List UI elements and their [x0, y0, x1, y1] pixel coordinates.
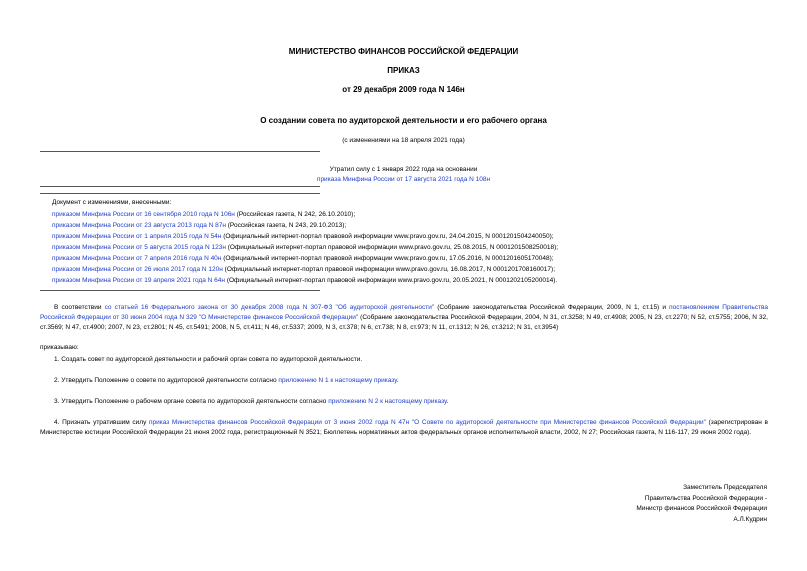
list-item: приказом Минфина России от 23 августа 2013 года N 87н (Российская газета, N 243, 29.10.2013);: [52, 222, 347, 229]
signature-name: А.Л.Кудрин: [733, 515, 767, 523]
appendix-1-link[interactable]: приложению N 1 к настоящему приказу: [278, 377, 397, 384]
order-word: приказываю:: [40, 344, 79, 351]
resolution-link[interactable]: постановлением Правительства Российской Федерации от 30 июня 2004 года N 329 "О Министерстве финансов Российской Федерации": [40, 304, 769, 321]
list-item: приказом Минфина России от 5 августа 2015 года N 123н (Официальный интернет-портал правовой информации www.pravo.gov.ru, 25.08.2015, N 0001201508250018);: [52, 244, 559, 251]
signature-block: [636, 483, 767, 525]
changes-heading: Документ с изменениями, внесенными:: [52, 199, 172, 206]
order-item-3: 3. Утвердить Положение о рабочем органе совета по аудиторской деятельности согласно приложению N 2 к настоящему приказу.: [54, 398, 449, 405]
amendment-link[interactable]: приказом Минфина России от 1 апреля 2015 года N 54н: [52, 233, 222, 240]
order-item-1: 1. Создать совет по аудиторской деятельности и рабочий орган совета по аудиторской деятельности.: [54, 356, 363, 363]
order-item-2: 2. Утвердить Положение о совете по аудиторской деятельности согласно приложению N 1 к настоящему приказу.: [54, 377, 399, 384]
appendix-2-link[interactable]: приложению N 2 к настоящему приказу: [328, 398, 447, 405]
ministry-heading: МИНИСТЕРСТВО ФИНАНСОВ РОССИЙСКОЙ ФЕДЕРАЦИИ: [288, 47, 519, 56]
doc-title: О создании совета по аудиторской деятельности и его рабочего органа: [260, 116, 547, 125]
law-link[interactable]: со статьей 16 Федерального закона от 30 декабря 2008 года N 307-ФЗ "Об аудиторской деятельности": [104, 304, 435, 311]
amendment-link[interactable]: приказом Минфина России от 16 сентября 2010 года N 106н: [52, 211, 235, 218]
amendment-link[interactable]: приказом Минфина России от 19 апреля 2021 года N 64н: [52, 277, 226, 284]
divider: [40, 290, 320, 291]
list-item: приказом Минфина России от 19 апреля 2021 года N 64н (Официальный интернет-портал правовой информации www.pravo.gov.ru, 20.05.2021, N 0001202105200014).: [52, 277, 558, 284]
amendment-link[interactable]: приказом Минфина России от 5 августа 2015 года N 123н: [52, 244, 226, 251]
signature-line-1: Заместитель Председателя: [683, 484, 767, 491]
divider: [40, 151, 320, 152]
order-item-4: 4. Признать утратившим силу приказ Министерства финансов Российской Федерации от 3 июня 2002 года N 47н "О Совете по аудиторской деятельности при Министерстве финансов Российской Федерации" (зарегистрирован в Министерстве юстиции Российской Федерации 21 июня 2002 года, регистрационный N 3521; Бюллетень нормативных актов федеральных органов исполнительной власти, 2002, N 27; Российская газета, N 116-117, 29 июня 2002 года).: [40, 419, 768, 436]
amendment-link[interactable]: приказом Минфина России от 26 июля 2017 года N 120н: [52, 266, 223, 273]
repeal-link[interactable]: приказа Минфина России от 17 августа 2021 года N 108н: [316, 176, 491, 183]
divider: [40, 186, 320, 187]
list-item: приказом Минфина России от 26 июля 2017 года N 120н (Официальный интернет-портал правовой информации www.pravo.gov.ru, 16.08.2017, N 0001201708160017);: [52, 266, 555, 273]
repealed-order-link[interactable]: приказ Министерства финансов Российской Федерации от 3 июня 2002 года N 47н "О Совете по аудиторской деятельности при Министерстве финансов Российской Федерации": [149, 419, 706, 426]
doc-type-heading: ПРИКАЗ: [387, 66, 420, 75]
signature-line-3: Министр финансов Российской Федерации: [636, 505, 767, 512]
doc-date-number: от 29 декабря 2009 года N 146н: [342, 85, 465, 94]
signature-line-2: Правительства Российской Федерации -: [644, 494, 767, 502]
amended-note: (с изменениями на 18 апреля 2021 года): [342, 137, 465, 144]
preamble-paragraph: В соответствии со статьей 16 Федерального закона от 30 декабря 2008 года N 307-ФЗ "Об аудиторской деятельности" (Собрание законодательства Российской Федерации, 2009, N 1, ст.15) и постановлением Правительства Российской Федерации от 30 июня 2004 года N 329 "О Министерстве финансов Российской Федерации" (Собрание законодательства Российской Федерации, 2004, N 31, ст.3258; N 49, ст.4908; 2005, N 23, ст.2270; N 52, ст.5755; 2006, N 32, ст.3569; N 47, ст.4900; 2007, N 23, ст.2801; N 45, ст.5491; 2008, N 5, ст.411; N 46, ст.5337; 2009, N 3, ст.378; N 6, ст.738; N 8, ст.973; N 11, ст.1312; N 26, ст.3212; N 31, ст.3954): [40, 304, 769, 331]
repeal-line: Утратил силу с 1 января 2022 года на основании: [329, 166, 478, 173]
list-item: приказом Минфина России от 7 апреля 2016 года N 40н (Официальный интернет-портал правовой информации www.pravo.gov.ru, 17.05.2016, N 0001201605170048);: [52, 255, 554, 262]
divider: [40, 193, 320, 194]
amendment-link[interactable]: приказом Минфина России от 23 августа 2013 года N 87н: [52, 222, 226, 229]
list-item: приказом Минфина России от 1 апреля 2015 года N 54н (Официальный интернет-портал правовой информации www.pravo.gov.ru, 24.04.2015, N 0001201504240050);: [52, 233, 554, 240]
list-item: приказом Минфина России от 16 сентября 2010 года N 106н (Российская газета, N 242, 26.10.2010);: [52, 211, 356, 218]
amendment-link[interactable]: приказом Минфина России от 7 апреля 2016 года N 40н: [52, 255, 222, 262]
